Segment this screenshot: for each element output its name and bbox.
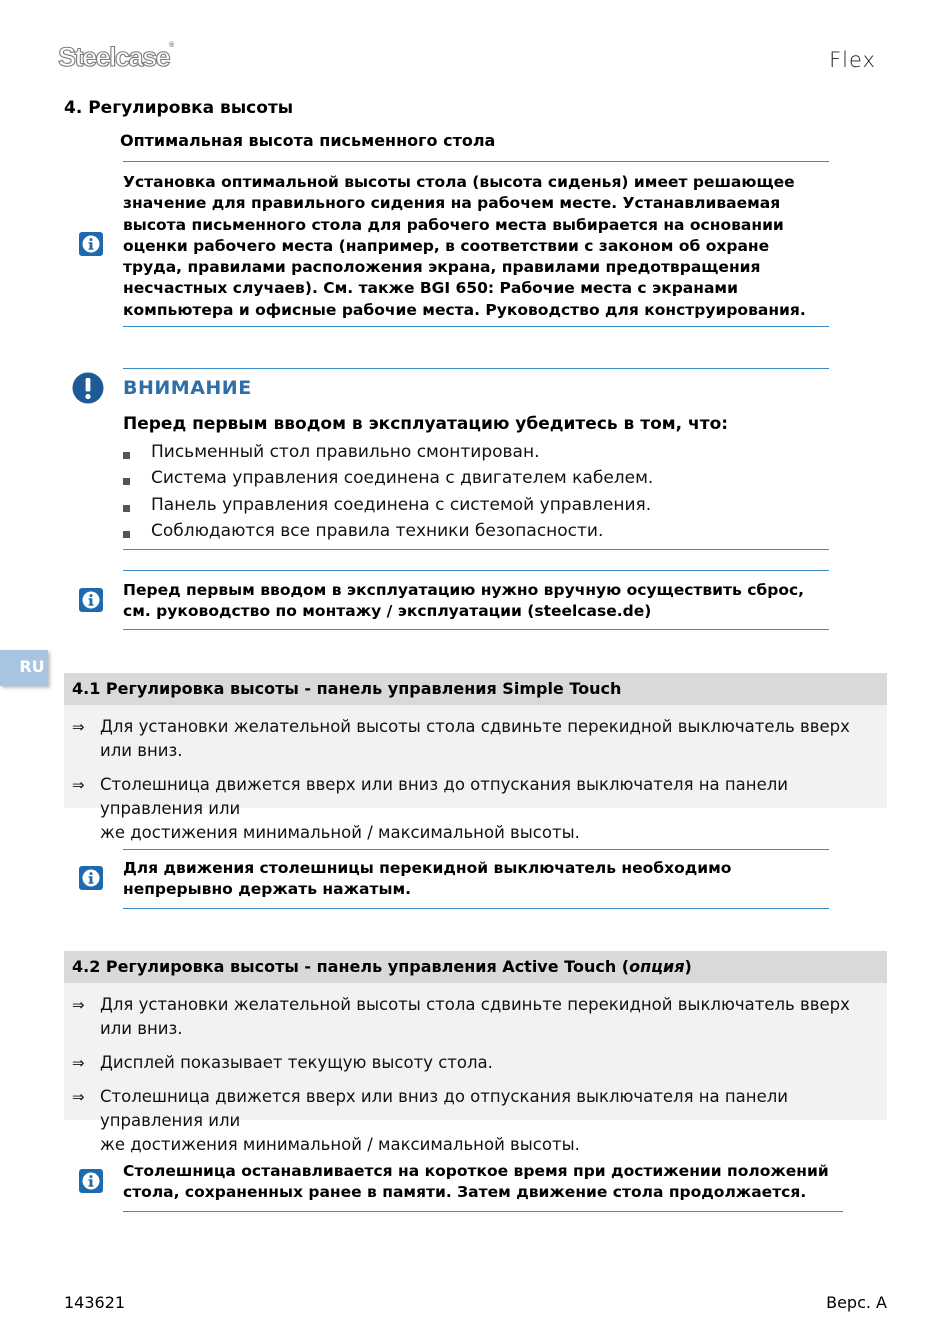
- step-text: Столешница движется вверх или вниз до отпускания выключателя на панели управления или: [100, 775, 789, 818]
- divider: [123, 161, 829, 162]
- section-simple-touch: [64, 673, 887, 842]
- info-icon: [79, 866, 103, 890]
- section-subtitle: Оптимальная высота письменного стола: [120, 131, 496, 150]
- divider: [123, 326, 829, 327]
- warning-list: [123, 439, 653, 544]
- step-text: же достижения минимальной / максимальной высоты.: [100, 823, 580, 842]
- text-line: высота письменного стола для рабочего места выбирается на основании: [123, 215, 784, 234]
- step-item: [64, 1085, 887, 1157]
- text-line: стола, сохраненных ранее в памяти. Затем движение стола продолжается.: [123, 1183, 807, 1202]
- section-heading: 4.1 Регулировка высоты - панель управления Simple Touch: [64, 673, 887, 705]
- step-text: Для установки желательной высоты стола сдвиньте перекидной выключатель вверх или вниз.: [100, 717, 850, 760]
- arrow-icon: ⇒: [72, 1088, 85, 1106]
- step-item: [64, 993, 887, 1041]
- section-heading: 4.2 Регулировка высоты - панель управления Active Touch (опция): [64, 951, 887, 983]
- list-item: Соблюдаются все правила техники безопасности.: [123, 518, 653, 544]
- step-item: [64, 773, 887, 845]
- list-item: Письменный стол правильно смонтирован.: [123, 439, 653, 465]
- text-line: Столешница останавливается на короткое время при достижении положений: [123, 1162, 829, 1180]
- info-icon: [79, 588, 103, 612]
- info-icon: [79, 1169, 103, 1193]
- language-tab: RU: [0, 650, 48, 686]
- divider: [123, 1211, 843, 1212]
- list-item: Панель управления соединена с системой управления.: [123, 492, 653, 518]
- step-text: же достижения минимальной / максимальной высоты.: [100, 1135, 580, 1154]
- text-line: Установка оптимальной высоты стола (высота сиденья) имеет решающее: [123, 173, 795, 191]
- arrow-icon: ⇒: [72, 1054, 85, 1072]
- document-version: Верс. А: [826, 1293, 887, 1312]
- step-item: [64, 715, 887, 763]
- list-item: Система управления соединена с двигателем кабелем.: [123, 465, 653, 491]
- text-line: Перед первым вводом в эксплуатацию нужно вручную осуществить сброс,: [123, 581, 805, 599]
- info-note-optimal-height: [123, 172, 806, 321]
- step-text: Для установки желательной высоты стола сдвиньте перекидной выключатель вверх или вниз.: [100, 995, 850, 1038]
- divider: [123, 629, 829, 630]
- section-active-touch: [64, 951, 887, 1154]
- text-line: непрерывно держать нажатым.: [123, 880, 412, 899]
- text-line: Для движения столешницы перекидной выключатель необходимо: [123, 859, 732, 877]
- section-title: 4. Регулировка высоты: [64, 98, 294, 118]
- step-text: Столешница движется вверх или вниз до отпускания выключателя на панели управления или: [100, 1087, 789, 1130]
- document-number: 143621: [64, 1293, 126, 1312]
- arrow-icon: ⇒: [72, 996, 85, 1014]
- info-icon: [79, 232, 103, 256]
- divider: [123, 849, 829, 850]
- divider: [123, 549, 829, 550]
- warning-exclamation-icon: [72, 372, 104, 404]
- divider: [123, 570, 829, 571]
- warning-title: ВНИМАНИЕ: [123, 377, 252, 399]
- divider: [123, 908, 829, 909]
- info-note-memory-stops: [123, 1161, 829, 1204]
- info-note-reset: [123, 580, 804, 623]
- brand-logo: Steelcase®: [58, 42, 175, 72]
- text-line: оценки рабочего места (например, в соответствии с законом об охране: [123, 236, 770, 255]
- text-line: компьютера и офисные рабочие места. Руководство для конструирования.: [123, 300, 806, 319]
- text-line: см. руководство по монтажу / эксплуатации (steelcase.de): [123, 602, 652, 621]
- warning-intro: Перед первым вводом в эксплуатацию убедитесь в том, что:: [123, 414, 729, 434]
- step-item: [64, 1051, 887, 1075]
- arrow-icon: ⇒: [72, 776, 85, 794]
- arrow-icon: ⇒: [72, 718, 85, 736]
- text-line: труда, правилами расположения экрана, правилами предотвращения: [123, 258, 761, 277]
- product-name: Flex: [829, 48, 876, 72]
- text-line: несчастных случаев). См. также BGI 650: Рабочие места с экранами: [123, 279, 738, 298]
- info-note-hold-switch: [123, 858, 731, 901]
- text-line: значение для правильного сидения на рабочем месте. Устанавливаемая: [123, 194, 781, 213]
- step-text: Дисплей показывает текущую высоту стола.: [100, 1053, 493, 1072]
- divider: [123, 368, 829, 369]
